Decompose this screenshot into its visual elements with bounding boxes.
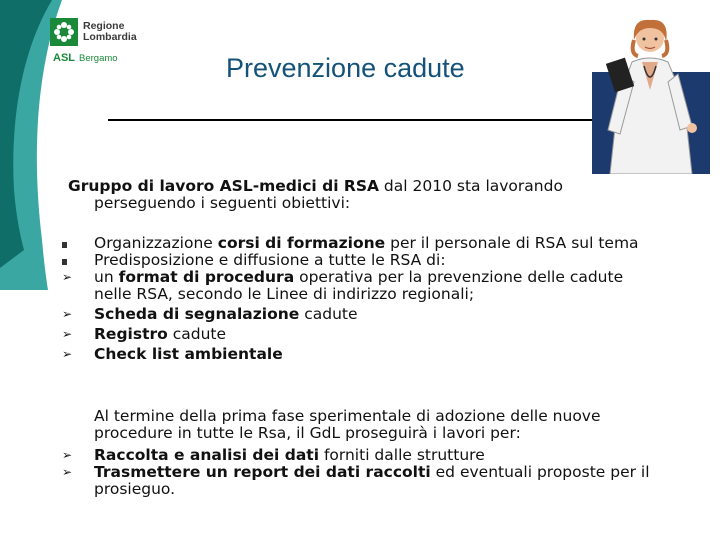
square-bullet-icon (62, 252, 82, 269)
list-item (62, 269, 662, 303)
next-steps-list (62, 447, 662, 498)
objectives-list (62, 235, 662, 363)
arrow-bullet-icon: ➢ (62, 347, 73, 361)
regione-lombardia-logo (50, 16, 160, 66)
arrow-bullet-icon: ➢ (62, 448, 73, 462)
arrow-bullet-icon: ➢ (62, 270, 73, 284)
list-item (62, 306, 662, 323)
item-text: cadute (299, 305, 358, 323)
item-bold: Check list ambientale (94, 345, 283, 363)
arrow-bullet-icon: ➢ (62, 327, 73, 341)
title-underline (108, 119, 592, 121)
list-item (62, 346, 662, 363)
list-item (62, 464, 662, 498)
logo-line2: Lombardia (83, 31, 137, 43)
item-bold: Raccolta e analisi dei dati (94, 446, 320, 464)
lombardia-rose-icon (50, 18, 78, 46)
page-title: Prevenzione cadute (226, 53, 465, 83)
item-bold: corsi di formazione (217, 234, 386, 252)
intro-paragraph (68, 178, 628, 212)
item-text: ed eventuali proposte per il prosieguo. (94, 463, 650, 498)
intro-bold: Gruppo di lavoro ASL-medici di RSA (68, 177, 379, 195)
item-bold: Scheda di segnalazione (94, 305, 300, 323)
list-item (62, 326, 662, 343)
list-item (62, 235, 662, 252)
intro-line2: perseguendo i seguenti obiettivi: (94, 194, 351, 212)
closing-paragraph: Al termine della prima fase sperimentale di adozione delle nuove procedure in tutte le Rsa, il GdL proseguirà i lavori per: (94, 407, 601, 442)
asl-city: Bergamo (79, 53, 118, 64)
asl-label (53, 52, 118, 64)
item-text: forniti dalle strutture (319, 446, 485, 464)
intro-rest: dal 2010 sta lavorando (379, 177, 563, 195)
item-text: Organizzazione (94, 234, 218, 252)
item-text: cadute (167, 325, 227, 343)
arrow-bullet-icon: ➢ (62, 465, 73, 479)
doctor-illustration (592, 10, 710, 174)
item-text: Predisposizione e diffusione a tutte le RSA di: (94, 251, 446, 269)
item-text: operativa per la prevenzione delle cadute nelle RSA, secondo le Linee di indirizzo regionali; (94, 268, 624, 303)
arrow-bullet-icon: ➢ (62, 307, 73, 321)
square-bullet-icon (62, 235, 82, 252)
item-text: un (94, 268, 119, 286)
item-bold: Trasmettere un report dei dati raccolti (94, 463, 431, 481)
list-item (62, 447, 662, 464)
item-bold: Registro (94, 325, 168, 343)
item-text: per il personale di RSA sul tema (385, 234, 639, 252)
logo-line1: Regione (83, 20, 125, 32)
item-bold: format di procedura (118, 268, 295, 286)
asl-text: ASL (53, 52, 75, 64)
list-item (62, 252, 662, 269)
